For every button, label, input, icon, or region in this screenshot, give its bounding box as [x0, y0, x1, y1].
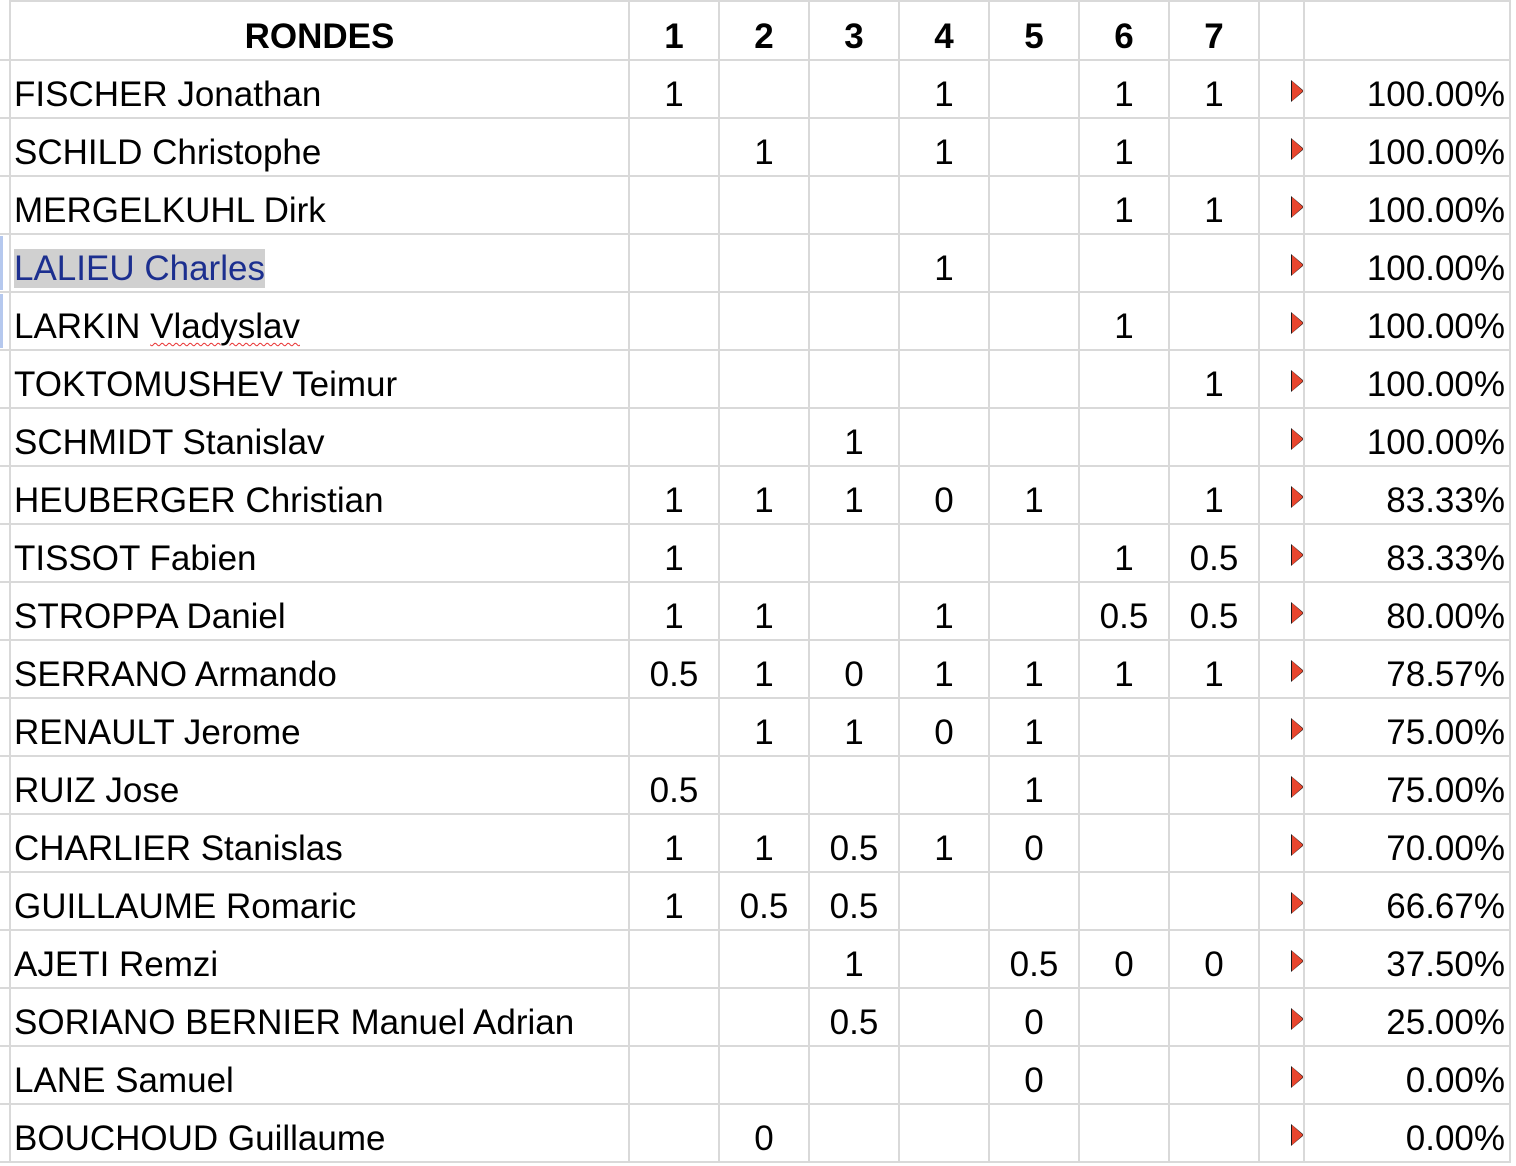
- score-cell[interactable]: [899, 872, 989, 930]
- score-cell[interactable]: 0: [899, 466, 989, 524]
- marker-cell[interactable]: [1259, 292, 1304, 350]
- score-cell[interactable]: [1079, 872, 1169, 930]
- score-cell[interactable]: 1: [719, 582, 809, 640]
- score-cell[interactable]: [899, 350, 989, 408]
- score-cell[interactable]: [1079, 814, 1169, 872]
- comment-indicator-icon[interactable]: [1292, 197, 1303, 217]
- score-cell[interactable]: [899, 1046, 989, 1104]
- marker-cell[interactable]: [1259, 698, 1304, 756]
- marker-cell[interactable]: [1259, 118, 1304, 176]
- percentage-cell[interactable]: 78.57%: [1304, 640, 1510, 698]
- score-cell[interactable]: 1: [899, 814, 989, 872]
- score-cell[interactable]: 0.5: [629, 756, 719, 814]
- score-cell[interactable]: [809, 292, 899, 350]
- score-cell[interactable]: [809, 582, 899, 640]
- table-row: [0, 988, 1510, 1046]
- score-cell[interactable]: 1: [629, 872, 719, 930]
- score-cell[interactable]: 1: [989, 756, 1079, 814]
- comment-indicator-icon[interactable]: [1292, 371, 1303, 391]
- score-cell[interactable]: [899, 524, 989, 582]
- score-cell[interactable]: 0.5: [629, 640, 719, 698]
- comment-indicator-icon[interactable]: [1292, 1009, 1303, 1029]
- score-cell[interactable]: [989, 1104, 1079, 1162]
- score-cell[interactable]: 1: [719, 698, 809, 756]
- score-cell[interactable]: 1: [1079, 640, 1169, 698]
- table-row: [0, 234, 1510, 292]
- score-cell[interactable]: [629, 988, 719, 1046]
- row-header-cell: [0, 524, 10, 582]
- score-cell[interactable]: 0: [719, 1104, 809, 1162]
- row-header-cell: [0, 640, 10, 698]
- score-cell[interactable]: [719, 292, 809, 350]
- percentage-cell[interactable]: 75.00%: [1304, 756, 1510, 814]
- comment-indicator-icon[interactable]: [1292, 661, 1303, 681]
- score-cell[interactable]: 1: [719, 118, 809, 176]
- player-name-cell[interactable]: [10, 234, 629, 292]
- score-cell[interactable]: [629, 350, 719, 408]
- score-cell[interactable]: 1: [719, 640, 809, 698]
- score-cell[interactable]: [629, 698, 719, 756]
- score-cell[interactable]: [899, 988, 989, 1046]
- table-row: [0, 350, 1510, 408]
- comment-indicator-icon[interactable]: [1292, 487, 1303, 507]
- marker-cell[interactable]: [1259, 234, 1304, 292]
- player-name-cell[interactable]: LANE Samuel: [10, 1046, 629, 1104]
- score-cell[interactable]: [1079, 1046, 1169, 1104]
- comment-indicator-icon[interactable]: [1292, 429, 1303, 449]
- score-cell[interactable]: [899, 292, 989, 350]
- marker-cell[interactable]: [1259, 1046, 1304, 1104]
- score-cell[interactable]: 0.5: [989, 930, 1079, 988]
- score-cell[interactable]: 1: [1079, 176, 1169, 234]
- score-cell[interactable]: 1: [629, 814, 719, 872]
- marker-cell[interactable]: [1259, 582, 1304, 640]
- score-cell[interactable]: [899, 930, 989, 988]
- score-cell[interactable]: [1079, 408, 1169, 466]
- score-cell[interactable]: [719, 60, 809, 118]
- table-row: [0, 756, 1510, 814]
- row-header-cell: [0, 582, 10, 640]
- score-cell[interactable]: [1169, 1046, 1259, 1104]
- score-cell[interactable]: 1: [899, 118, 989, 176]
- score-cell[interactable]: [899, 408, 989, 466]
- table-row: [0, 582, 1510, 640]
- score-cell[interactable]: [809, 756, 899, 814]
- score-cell[interactable]: [1169, 872, 1259, 930]
- score-cell[interactable]: [719, 350, 809, 408]
- score-cell[interactable]: 0: [1079, 930, 1169, 988]
- percentage-cell[interactable]: 83.33%: [1304, 466, 1510, 524]
- row-header-cell: [0, 872, 10, 930]
- percentage-cell[interactable]: 100.00%: [1304, 350, 1510, 408]
- row-header-cell: [0, 1104, 10, 1162]
- score-cell[interactable]: [899, 176, 989, 234]
- percentage-cell[interactable]: 100.00%: [1304, 408, 1510, 466]
- marker-header-cell[interactable]: [1259, 1, 1304, 60]
- player-name-cell[interactable]: MERGELKUHL Dirk: [10, 176, 629, 234]
- player-name-cell[interactable]: HEUBERGER Christian: [10, 466, 629, 524]
- percentage-cell[interactable]: 83.33%: [1304, 524, 1510, 582]
- score-cell[interactable]: 0.5: [809, 814, 899, 872]
- table-row: [0, 1046, 1510, 1104]
- percentage-cell[interactable]: 25.00%: [1304, 988, 1510, 1046]
- marker-cell[interactable]: [1259, 350, 1304, 408]
- percentage-cell[interactable]: 66.67%: [1304, 872, 1510, 930]
- score-cell[interactable]: 1: [989, 640, 1079, 698]
- row-header-cell: [0, 176, 10, 234]
- round-header-2[interactable]: 2: [719, 1, 809, 60]
- marker-cell[interactable]: [1259, 872, 1304, 930]
- score-cell[interactable]: [809, 234, 899, 292]
- score-cell[interactable]: [629, 118, 719, 176]
- table-row: [0, 60, 1510, 118]
- selected-text[interactable]: LALIEU Charles: [14, 249, 265, 288]
- score-cell[interactable]: [1079, 988, 1169, 1046]
- player-name-cell[interactable]: GUILLAUME Romaric: [10, 872, 629, 930]
- score-cell[interactable]: [719, 1046, 809, 1104]
- table-row: [0, 872, 1510, 930]
- rondes-title-cell[interactable]: RONDES: [10, 1, 629, 60]
- score-cell[interactable]: [989, 524, 1079, 582]
- score-cell[interactable]: 0.5: [1079, 582, 1169, 640]
- percentage-cell[interactable]: 70.00%: [1304, 814, 1510, 872]
- score-cell[interactable]: 1: [1169, 640, 1259, 698]
- comment-indicator-icon[interactable]: [1292, 893, 1303, 913]
- score-cell[interactable]: 1: [989, 466, 1079, 524]
- score-cell[interactable]: [989, 350, 1079, 408]
- score-cell[interactable]: [1169, 118, 1259, 176]
- table-row: [0, 1104, 1510, 1162]
- percentage-cell[interactable]: 0.00%: [1304, 1046, 1510, 1104]
- percentage-cell[interactable]: 100.00%: [1304, 60, 1510, 118]
- score-cell[interactable]: [719, 756, 809, 814]
- score-cell[interactable]: [1169, 408, 1259, 466]
- row-header-cell: [0, 466, 10, 524]
- round-header-1[interactable]: 1: [629, 1, 719, 60]
- score-cell[interactable]: [629, 1104, 719, 1162]
- marker-cell[interactable]: [1259, 60, 1304, 118]
- selected-row-indicator-2: [0, 294, 3, 348]
- marker-cell[interactable]: [1259, 524, 1304, 582]
- score-cell[interactable]: 0: [899, 698, 989, 756]
- score-cell[interactable]: 1: [1169, 466, 1259, 524]
- table-row: [0, 524, 1510, 582]
- score-cell[interactable]: [989, 234, 1079, 292]
- score-cell[interactable]: [809, 524, 899, 582]
- percentage-cell[interactable]: 100.00%: [1304, 176, 1510, 234]
- score-cell[interactable]: [1169, 1104, 1259, 1162]
- header-row: [0, 1, 1510, 60]
- score-cell[interactable]: 1: [1079, 118, 1169, 176]
- marker-cell[interactable]: [1259, 1104, 1304, 1162]
- score-cell[interactable]: [809, 1046, 899, 1104]
- comment-indicator-icon[interactable]: [1292, 603, 1303, 623]
- comment-indicator-icon[interactable]: [1292, 1067, 1303, 1087]
- score-cell[interactable]: [719, 234, 809, 292]
- score-cell[interactable]: [1079, 1104, 1169, 1162]
- percentage-cell[interactable]: 100.00%: [1304, 234, 1510, 292]
- score-cell[interactable]: 1: [899, 640, 989, 698]
- marker-cell[interactable]: [1259, 756, 1304, 814]
- score-cell[interactable]: 0: [1169, 930, 1259, 988]
- player-name-cell[interactable]: TISSOT Fabien: [10, 524, 629, 582]
- player-name-cell[interactable]: BOUCHOUD Guillaume: [10, 1104, 629, 1162]
- score-cell[interactable]: 0: [989, 814, 1079, 872]
- comment-indicator-icon[interactable]: [1292, 545, 1303, 565]
- score-cell[interactable]: [1079, 350, 1169, 408]
- player-name-cell[interactable]: TOKTOMUSHEV Teimur: [10, 350, 629, 408]
- score-cell[interactable]: 1: [809, 466, 899, 524]
- score-cell[interactable]: [989, 872, 1079, 930]
- player-name-cell[interactable]: [10, 292, 629, 350]
- player-name-cell[interactable]: RENAULT Jerome: [10, 698, 629, 756]
- row-header-cell: [0, 1046, 10, 1104]
- score-cell[interactable]: [899, 1104, 989, 1162]
- score-cell[interactable]: [629, 408, 719, 466]
- score-cell[interactable]: 0.5: [1169, 524, 1259, 582]
- score-cell[interactable]: [989, 408, 1079, 466]
- score-cell[interactable]: 0.5: [1169, 582, 1259, 640]
- selected-row-indicator: [0, 236, 3, 290]
- player-name-cell[interactable]: CHARLIER Stanislas: [10, 814, 629, 872]
- score-cell[interactable]: [899, 756, 989, 814]
- score-cell[interactable]: 0.5: [719, 872, 809, 930]
- comment-indicator-icon[interactable]: [1292, 1125, 1303, 1145]
- table-row: [0, 930, 1510, 988]
- marker-cell[interactable]: [1259, 988, 1304, 1046]
- round-header-3[interactable]: 3: [809, 1, 899, 60]
- percentage-cell[interactable]: 0.00%: [1304, 1104, 1510, 1162]
- score-cell[interactable]: [809, 350, 899, 408]
- marker-cell[interactable]: [1259, 466, 1304, 524]
- player-name-cell[interactable]: SCHMIDT Stanislav: [10, 408, 629, 466]
- player-name-cell[interactable]: SERRANO Armando: [10, 640, 629, 698]
- comment-indicator-icon[interactable]: [1292, 313, 1303, 333]
- marker-cell[interactable]: [1259, 408, 1304, 466]
- score-cell[interactable]: [809, 60, 899, 118]
- score-cell[interactable]: 1: [1169, 350, 1259, 408]
- round-header-6[interactable]: 6: [1079, 1, 1169, 60]
- score-cell[interactable]: 0: [989, 988, 1079, 1046]
- table-row: [0, 118, 1510, 176]
- score-cell[interactable]: [719, 176, 809, 234]
- score-cell[interactable]: [629, 1046, 719, 1104]
- comment-indicator-icon[interactable]: [1292, 719, 1303, 739]
- score-cell[interactable]: [989, 118, 1079, 176]
- percentage-cell[interactable]: 37.50%: [1304, 930, 1510, 988]
- percent-header-cell[interactable]: [1304, 1, 1510, 60]
- comment-indicator-icon[interactable]: [1292, 951, 1303, 971]
- score-cell[interactable]: [989, 60, 1079, 118]
- table-row: [0, 814, 1510, 872]
- score-cell[interactable]: 0.5: [809, 988, 899, 1046]
- score-cell[interactable]: [1079, 698, 1169, 756]
- player-name-cell[interactable]: STROPPA Daniel: [10, 582, 629, 640]
- marker-cell[interactable]: [1259, 930, 1304, 988]
- score-cell[interactable]: 1: [629, 524, 719, 582]
- comment-indicator-icon[interactable]: [1292, 255, 1303, 275]
- score-cell[interactable]: [719, 930, 809, 988]
- row-header-cell: [0, 1, 10, 60]
- score-cell[interactable]: [809, 176, 899, 234]
- score-cell[interactable]: 0: [809, 640, 899, 698]
- row-header-cell: [0, 756, 10, 814]
- player-name-cell[interactable]: SCHILD Christophe: [10, 118, 629, 176]
- row-header-cell: [0, 408, 10, 466]
- round-header-7[interactable]: 7: [1169, 1, 1259, 60]
- score-cell[interactable]: 1: [1169, 176, 1259, 234]
- score-cell[interactable]: [1079, 234, 1169, 292]
- score-cell[interactable]: [1079, 756, 1169, 814]
- score-cell[interactable]: 1: [1169, 60, 1259, 118]
- score-cell[interactable]: 1: [719, 466, 809, 524]
- score-cell[interactable]: 1: [809, 930, 899, 988]
- score-cell[interactable]: [629, 292, 719, 350]
- marker-cell[interactable]: [1259, 176, 1304, 234]
- comment-indicator-icon[interactable]: [1292, 139, 1303, 159]
- score-cell[interactable]: [1169, 292, 1259, 350]
- score-cell[interactable]: 1: [629, 582, 719, 640]
- percentage-cell[interactable]: 100.00%: [1304, 292, 1510, 350]
- score-cell[interactable]: [629, 234, 719, 292]
- percentage-cell[interactable]: 100.00%: [1304, 118, 1510, 176]
- row-header-cell: [0, 698, 10, 756]
- score-cell[interactable]: 1: [1079, 292, 1169, 350]
- score-cell[interactable]: [1169, 698, 1259, 756]
- score-cell[interactable]: [1169, 756, 1259, 814]
- table-row: [0, 176, 1510, 234]
- round-header-5[interactable]: 5: [989, 1, 1079, 60]
- score-cell[interactable]: [1079, 466, 1169, 524]
- score-cell[interactable]: [989, 176, 1079, 234]
- score-cell[interactable]: [719, 988, 809, 1046]
- score-cell[interactable]: [809, 1104, 899, 1162]
- percentage-cell[interactable]: 80.00%: [1304, 582, 1510, 640]
- player-name-cell[interactable]: AJETI Remzi: [10, 930, 629, 988]
- table-row: [0, 292, 1510, 350]
- score-cell[interactable]: 0.5: [809, 872, 899, 930]
- table-row: [0, 466, 1510, 524]
- row-header-cell: [0, 350, 10, 408]
- score-cell[interactable]: 1: [629, 60, 719, 118]
- score-cell[interactable]: [1169, 988, 1259, 1046]
- score-cell[interactable]: [989, 292, 1079, 350]
- score-cell[interactable]: 1: [809, 408, 899, 466]
- score-cell[interactable]: [719, 408, 809, 466]
- table-row: [0, 408, 1510, 466]
- row-header-cell: [0, 988, 10, 1046]
- score-cell[interactable]: 1: [899, 582, 989, 640]
- score-cell[interactable]: [1169, 234, 1259, 292]
- score-cell[interactable]: [809, 118, 899, 176]
- score-cell[interactable]: 1: [809, 698, 899, 756]
- score-cell[interactable]: 1: [899, 234, 989, 292]
- score-cell[interactable]: 1: [1079, 60, 1169, 118]
- score-cell[interactable]: 1: [989, 698, 1079, 756]
- comment-indicator-icon[interactable]: [1292, 81, 1303, 101]
- comment-indicator-icon[interactable]: [1292, 777, 1303, 797]
- player-name-cell[interactable]: SORIANO BERNIER Manuel Adrian: [10, 988, 629, 1046]
- score-cell[interactable]: [1169, 814, 1259, 872]
- percentage-cell[interactable]: 75.00%: [1304, 698, 1510, 756]
- row-header-cell: [0, 814, 10, 872]
- score-cell[interactable]: 1: [899, 60, 989, 118]
- score-cell[interactable]: 0: [989, 1046, 1079, 1104]
- comment-indicator-icon[interactable]: [1292, 835, 1303, 855]
- round-header-4[interactable]: 4: [899, 1, 989, 60]
- table-row: [0, 698, 1510, 756]
- row-header-cell: [0, 118, 10, 176]
- score-cell[interactable]: [989, 582, 1079, 640]
- surname-text: LARKIN: [14, 307, 141, 346]
- score-cell[interactable]: 1: [719, 814, 809, 872]
- row-header-cell: [0, 930, 10, 988]
- marker-cell[interactable]: [1259, 814, 1304, 872]
- player-name-cell[interactable]: FISCHER Jonathan: [10, 60, 629, 118]
- player-name-cell[interactable]: RUIZ Jose: [10, 756, 629, 814]
- score-cell[interactable]: [629, 176, 719, 234]
- score-cell[interactable]: [629, 930, 719, 988]
- score-cell[interactable]: [719, 524, 809, 582]
- score-cell[interactable]: 1: [629, 466, 719, 524]
- score-cell[interactable]: 1: [1079, 524, 1169, 582]
- marker-cell[interactable]: [1259, 640, 1304, 698]
- row-header-cell: [0, 60, 10, 118]
- misspelled-word[interactable]: Vladyslav: [150, 307, 300, 346]
- table-row: [0, 640, 1510, 698]
